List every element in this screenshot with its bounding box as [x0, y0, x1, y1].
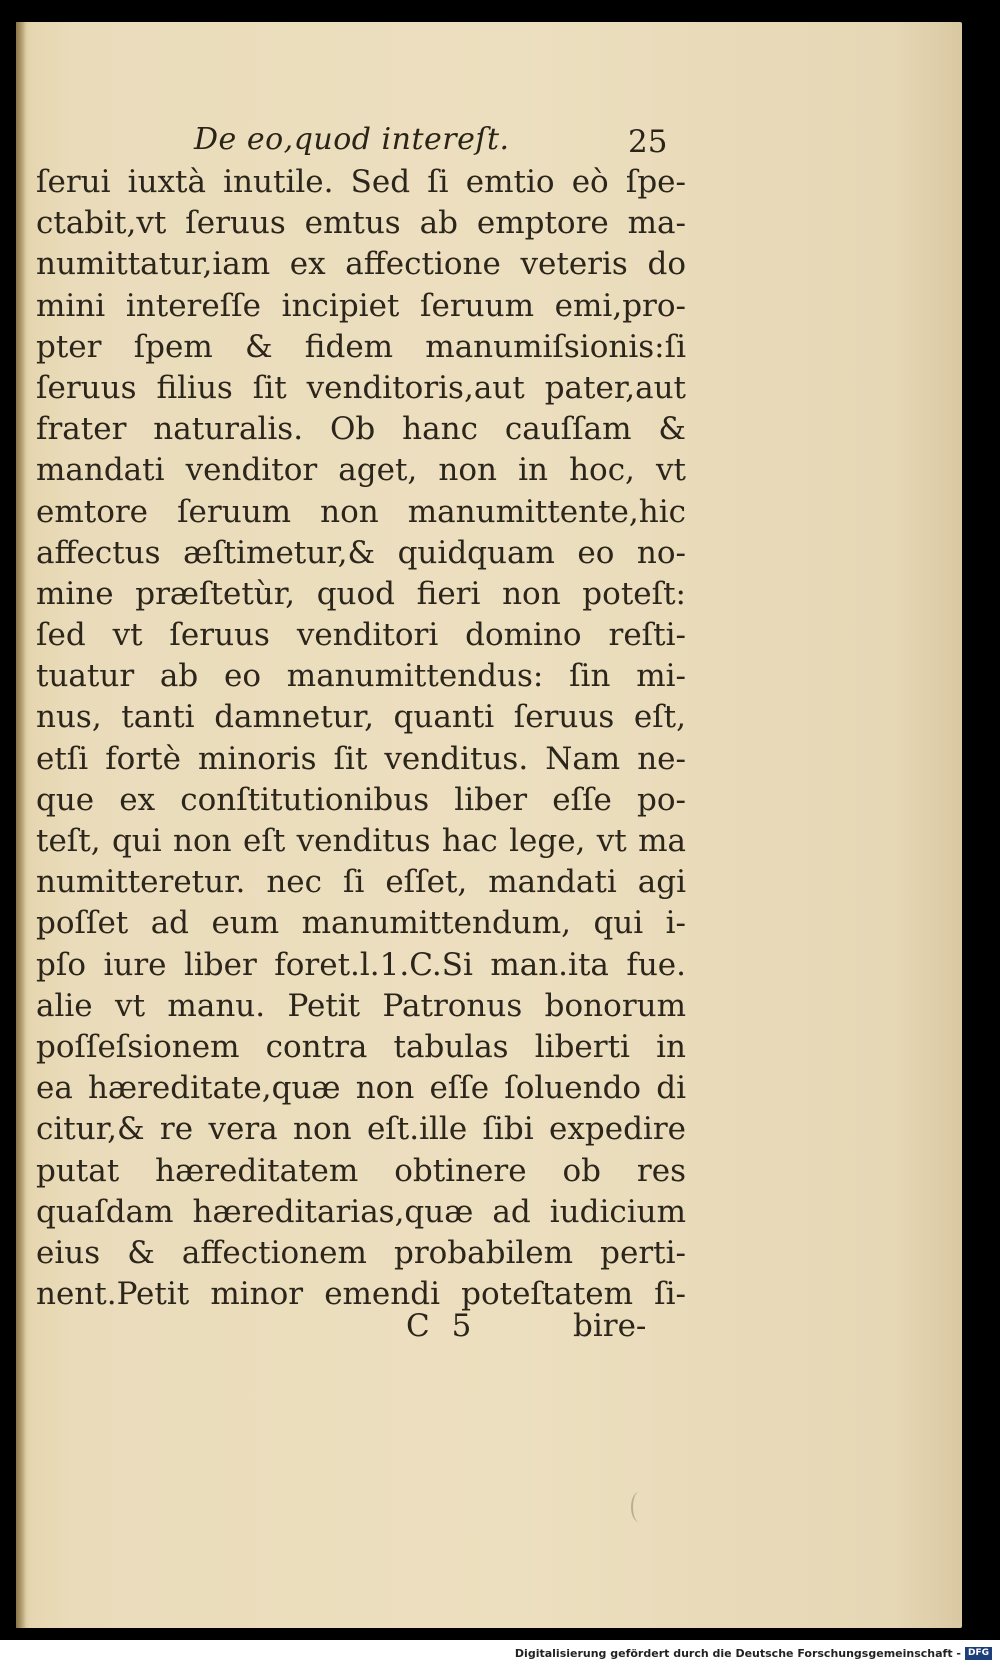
text-line: etſi fortè minoris ſit venditus. Nam ne- [36, 740, 686, 777]
page-number: 25 [628, 124, 668, 160]
text-line: alie vt manu. Petit Patronus bonorum [36, 987, 686, 1024]
text-line: putat hæreditatem obtinere ob res [36, 1152, 686, 1189]
text-line: ctabit,vt ſeruus emtus ab emptore ma- [36, 205, 686, 242]
text-line: ſeruus filius ſit venditoris,aut pater,aut [36, 369, 686, 406]
text-line: nent.Petit minor emendi poteſtatem ſi- [36, 1276, 686, 1313]
text-line: quaſdam hæreditarias,quæ ad iudicium [36, 1193, 686, 1230]
body-text [36, 162, 686, 1315]
digitization-credit [515, 1645, 992, 1661]
page-footer [16, 1308, 962, 1352]
running-head-title: De eo,quod intereſt. [194, 122, 510, 157]
text-line: eius & affectionem probabilem perti- [36, 1234, 686, 1271]
text-line: poſſet ad eum manumittendum, qui i- [36, 905, 686, 942]
book-page [16, 22, 962, 1628]
text-line: frater naturalis. Ob hanc cauſſam & [36, 411, 686, 448]
text-line: nus, tanti damnetur, quanti ſeruus eſt, [36, 699, 686, 736]
text-line: ſed vt ſeruus venditori domino reſti- [36, 617, 686, 654]
text-line: teſt, qui non eſt venditus hac lege, vt ma [36, 823, 686, 859]
text-line: affectus æſtimetur,& quidquam eo no- [36, 534, 686, 571]
credit-text: Digitalisierung gefördert durch die Deutsche Forschungsgemeinschaft - [514, 1646, 961, 1660]
text-line: ea hæreditate,quæ non eſſe ſoluendo di [36, 1070, 686, 1107]
text-line: citur,& re vera non eſt.ille ſibi expedire [36, 1111, 686, 1148]
text-line: mine præſtetùr, quod fieri non poteſt: [36, 575, 686, 612]
text-line: que ex conſtitutionibus liber eſſe po- [36, 781, 686, 818]
text-line: mini intereſſe incipiet ſeruum emi,pro- [36, 287, 686, 324]
text-line: pter ſpem & fidem manumiſsionis:ſi [36, 328, 686, 365]
catchword: bire- [573, 1308, 647, 1344]
text-line: tuatur ab eo manumittendus: ſin mi- [36, 658, 686, 695]
text-line: emtore ſeruum non manumittente,hic [36, 493, 686, 530]
text-line: ſerui iuxtà inutile. Sed ſi emtio eò ſpe- [36, 164, 686, 200]
pencil-mark [631, 1492, 647, 1522]
running-head [16, 122, 962, 166]
text-line: numittatur,iam ex affectione veteris do [36, 246, 686, 283]
signature-mark: C 5 [406, 1308, 478, 1344]
text-line: mandati venditor aget, non in hoc, vt [36, 452, 686, 489]
text-line: pſo iure liber foret.l.1.C.Si man.ita fue. [36, 946, 686, 983]
dfg-logo-icon: DFG [965, 1647, 992, 1660]
text-line: poſſeſsionem contra tabulas liberti in [36, 1028, 686, 1065]
text-line: numitteretur. nec ſi eſſet, mandati agi [36, 864, 686, 901]
